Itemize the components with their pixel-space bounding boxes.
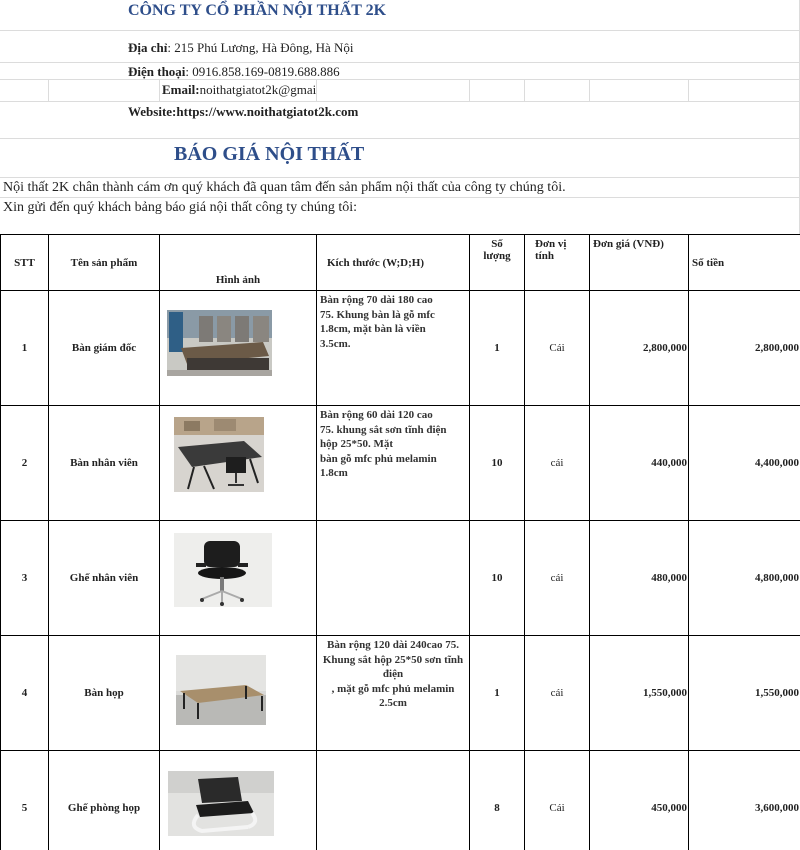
row-total: 2,800,000 [689, 291, 800, 406]
header-quantity: Số lượng [470, 235, 525, 291]
quotation-table [0, 234, 800, 850]
row-size: Bàn rộng 60 dài 120 cao 75. khung sắt sơn tĩnh điện hộp 25*50. Mặt bàn gỗ mfc phủ melamin 1.8cm [317, 406, 470, 521]
header-stt: STT [1, 235, 49, 291]
row-unit-price: 440,000 [590, 406, 689, 521]
row-stt: 2 [1, 406, 49, 521]
row-total: 4,400,000 [689, 406, 800, 521]
company-name: CÔNG TY CỔ PHẦN NỘI THẤT 2K [128, 2, 387, 19]
row-stt: 1 [1, 291, 49, 406]
company-phone [128, 64, 340, 80]
row-quantity: 1 [470, 291, 525, 406]
company-website: Website:https://www.noithatgiatot2k.com [128, 104, 359, 119]
table-row [1, 751, 800, 850]
document-title: BÁO GIÁ NỘI THẤT [174, 143, 365, 165]
row-unit: Cái [525, 751, 590, 850]
row-image-cell [160, 636, 317, 751]
row-unit: Cái [525, 291, 590, 406]
row-quantity: 10 [470, 521, 525, 636]
row-unit-price: 2,800,000 [590, 291, 689, 406]
email-value: noithatgiatot2k@gmai [199, 82, 317, 97]
row-size [317, 521, 470, 636]
staff-desk-photo [174, 417, 264, 492]
table-row [1, 406, 800, 521]
row-image-cell [160, 291, 317, 406]
row-product-name: Bàn họp [49, 636, 160, 751]
header-image: Hình ảnh [160, 235, 317, 291]
header-total: Số tiền [689, 235, 800, 291]
staff-chair-photo [174, 533, 272, 607]
row-size [317, 751, 470, 850]
row-stt: 5 [1, 751, 49, 850]
row-size: Bàn rộng 70 dài 180 cao 75. Khung bàn là gỗ mfc 1.8cm, mặt bàn là viền 3.5cm. [317, 291, 470, 406]
row-unit: cái [525, 636, 590, 751]
row-product-name: Ghế nhân viên [49, 521, 160, 636]
address-label: Địa chỉ [128, 40, 168, 55]
director-desk-photo [167, 310, 272, 376]
phone-value: : 0916.858.169-0819.688.886 [185, 64, 340, 79]
row-quantity: 10 [470, 406, 525, 521]
email-label: Email: [162, 82, 200, 97]
row-unit-price: 480,000 [590, 521, 689, 636]
table-row [1, 521, 800, 636]
row-product-name: Ghế phòng họp [49, 751, 160, 850]
meeting-table-photo [176, 655, 266, 725]
table-row [1, 636, 800, 751]
row-size: Bàn rộng 120 dài 240cao 75. Khung sắt hộp 25*50 sơn tĩnh điện , mặt gỗ mfc phủ melamin 2.5cm [317, 636, 470, 751]
intro-line-2: Xin gửi đến quý khách bảng báo giá nội thất công ty chúng tôi: [3, 200, 358, 215]
row-stt: 3 [1, 521, 49, 636]
row-total: 4,800,000 [689, 521, 800, 636]
row-unit-price: 450,000 [590, 751, 689, 850]
header-unit: Đơn vị tính [525, 235, 590, 291]
table-header-row [1, 235, 800, 291]
header-unit-price: Đơn giá (VNĐ) [590, 235, 689, 291]
row-image-cell [160, 521, 317, 636]
table-row [1, 291, 800, 406]
row-quantity: 1 [470, 636, 525, 751]
sheet-gridlines [0, 0, 800, 234]
row-unit: cái [525, 521, 590, 636]
header-size: Kích thước (W;D;H) [317, 235, 470, 291]
row-image-cell [160, 406, 317, 521]
row-product-name: Bàn giám đốc [49, 291, 160, 406]
address-value: : 215 Phú Lương, Hà Đông, Hà Nội [167, 40, 354, 55]
row-stt: 4 [1, 636, 49, 751]
meeting-chair-photo [168, 771, 274, 836]
row-quantity: 8 [470, 751, 525, 850]
company-address [128, 40, 354, 56]
intro-line-1: Nội thất 2K chân thành cám ơn quý khách đã quan tâm đến sản phẩm nội thất của công ty chúng tôi. [3, 180, 566, 195]
header-product-name: Tên sản phẩm [49, 235, 160, 291]
row-image-cell [160, 751, 317, 850]
phone-label: Điện thoại [128, 64, 186, 79]
row-unit: cái [525, 406, 590, 521]
row-total: 1,550,000 [689, 636, 800, 751]
company-email [162, 82, 316, 98]
row-total: 3,600,000 [689, 751, 800, 850]
row-product-name: Bàn nhân viên [49, 406, 160, 521]
row-unit-price: 1,550,000 [590, 636, 689, 751]
